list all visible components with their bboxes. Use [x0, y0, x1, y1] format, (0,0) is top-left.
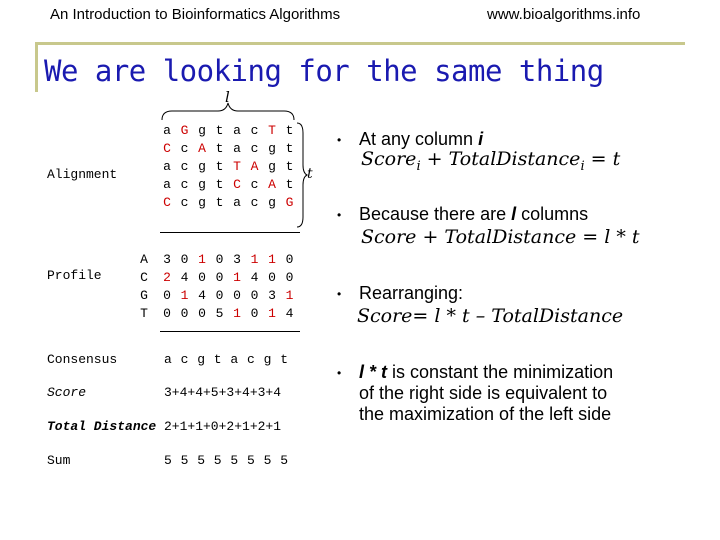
alignment-cell: c — [180, 159, 189, 174]
alignment-cell: a — [233, 123, 241, 138]
alignment-cell: A — [250, 159, 259, 174]
bullet-icon: • — [337, 287, 342, 301]
profile-cell: 0 — [215, 252, 224, 267]
alignment-cell: t — [285, 177, 294, 192]
profile-cell: 0 — [250, 306, 259, 321]
alignment-cell: c — [180, 195, 189, 210]
alignment-cell: t — [285, 159, 294, 174]
profile-cell: 4 — [250, 270, 259, 285]
alignment-cell: C — [163, 141, 171, 156]
sum-label: Sum — [47, 453, 71, 468]
profile-cell: 0 — [233, 288, 241, 303]
alignment-cell: t — [285, 123, 294, 138]
alignment-cell: C — [163, 195, 171, 210]
t-label: t — [307, 166, 313, 182]
header-url: www.bioalgorithms.info — [487, 6, 641, 23]
slide-title: We are looking for the same thing — [44, 54, 604, 88]
profile-cell: 4 — [285, 306, 294, 321]
profile-cell: 0 — [198, 306, 206, 321]
score-value: 3+4+4+5+3+4+3+4 — [164, 385, 282, 400]
profile-cell: 2 — [163, 270, 171, 285]
alignment-cell: c — [180, 177, 189, 192]
alignment-cell: c — [250, 177, 259, 192]
profile-cell: 1 — [233, 306, 241, 321]
profile-cell: 1 — [233, 270, 241, 285]
sum-value: 5 5 5 5 5 5 5 5 — [164, 453, 289, 468]
alignment-cell: c — [250, 141, 259, 156]
header-title: An Introduction to Bioinformatics Algorithms — [50, 6, 341, 23]
bullet-1-equation: Score$_i$ + TotalDistance$_i$ = t — [361, 148, 621, 174]
profile-cell: 1 — [285, 288, 294, 303]
profile-label: Profile — [47, 268, 102, 283]
profile-cell: 0 — [285, 270, 294, 285]
consensus-value: a c g t a c g t — [164, 352, 289, 367]
alignment-cell: t — [215, 141, 224, 156]
alignment-cell: A — [198, 141, 206, 156]
alignment-cell: G — [285, 195, 294, 210]
alignment-cell: a — [233, 195, 241, 210]
alignment-cell: A — [268, 177, 276, 192]
profile-cell: 0 — [180, 306, 189, 321]
profile-cell: 3 — [233, 252, 241, 267]
profile-cell: 0 — [285, 252, 294, 267]
alignment-cell: g — [268, 159, 276, 174]
profile-cell: 0 — [163, 306, 171, 321]
divider — [160, 232, 300, 233]
alignment-cell: g — [198, 177, 206, 192]
profile-cell: 0 — [198, 270, 206, 285]
alignment-cell: T — [268, 123, 276, 138]
bullet-4-text: l * t is constant the minimization of the right side is equivalent to the maximization of the left side — [359, 362, 614, 424]
alignment-cell: a — [163, 177, 171, 192]
total-distance-value: 2+1+1+0+2+1+2+1 — [164, 419, 282, 434]
alignment-cell: g — [198, 123, 206, 138]
profile-cell: 1 — [268, 306, 276, 321]
bullet-3-text: Rearranging: — [359, 283, 464, 303]
bullet-icon: • — [337, 366, 342, 380]
profile-cell: 5 — [215, 306, 224, 321]
bullet-icon: • — [337, 133, 342, 147]
score-label: Score — [47, 385, 87, 400]
alignment-cell: T — [233, 159, 241, 174]
alignment-cell: a — [163, 159, 171, 174]
profile-cell: 1 — [250, 252, 259, 267]
alignment-cell: g — [198, 159, 206, 174]
alignment-cell: c — [250, 123, 259, 138]
profile-cell: 4 — [198, 288, 206, 303]
profile-row-label: G — [140, 288, 148, 303]
profile-row-label: A — [140, 252, 148, 267]
profile-cell: 0 — [268, 270, 276, 285]
profile-cell: 1 — [268, 252, 276, 267]
profile-cell: 0 — [215, 270, 224, 285]
profile-cell: 1 — [180, 288, 189, 303]
alignment-cell: t — [285, 141, 294, 156]
profile-row-label: T — [140, 306, 148, 321]
bullet-1-text: At any column i — [359, 129, 484, 149]
alignment-cell: a — [163, 123, 171, 138]
profile-cell: 0 — [163, 288, 171, 303]
total-distance-label: Total Distance — [47, 419, 157, 434]
profile-cell: 0 — [250, 288, 259, 303]
brace-label: l — [225, 88, 230, 106]
alignment-cell: t — [215, 123, 224, 138]
alignment-cell: g — [268, 195, 276, 210]
alignment-label: Alignment — [47, 167, 118, 182]
bullet-2-text: Because there are l columns — [359, 204, 589, 224]
alignment-cell: t — [215, 177, 224, 192]
bullet-3-equation: Score= l * t – TotalDistance — [357, 305, 624, 327]
profile-cell: 1 — [198, 252, 206, 267]
consensus-label: Consensus — [47, 352, 118, 367]
alignment-cell: G — [180, 123, 189, 138]
alignment-cell: g — [268, 141, 276, 156]
profile-cell: 4 — [180, 270, 189, 285]
alignment-cell: c — [180, 141, 189, 156]
profile-row-label: C — [140, 270, 148, 285]
alignment-cell: t — [215, 159, 224, 174]
profile-cell: 3 — [268, 288, 276, 303]
bullet-icon: • — [337, 208, 342, 222]
profile-cell: 0 — [215, 288, 224, 303]
alignment-cell: c — [250, 195, 259, 210]
alignment-cell: C — [233, 177, 241, 192]
decor-rule-horizontal — [35, 42, 685, 45]
profile-cell: 3 — [163, 252, 171, 267]
alignment-cell: t — [215, 195, 224, 210]
alignment-cell: g — [198, 195, 206, 210]
profile-cell: 0 — [180, 252, 189, 267]
bullet-2-equation: Score + TotalDistance = l * t — [361, 226, 640, 248]
decor-rule-vertical — [35, 42, 38, 92]
alignment-cell: a — [233, 141, 241, 156]
divider — [160, 331, 300, 332]
